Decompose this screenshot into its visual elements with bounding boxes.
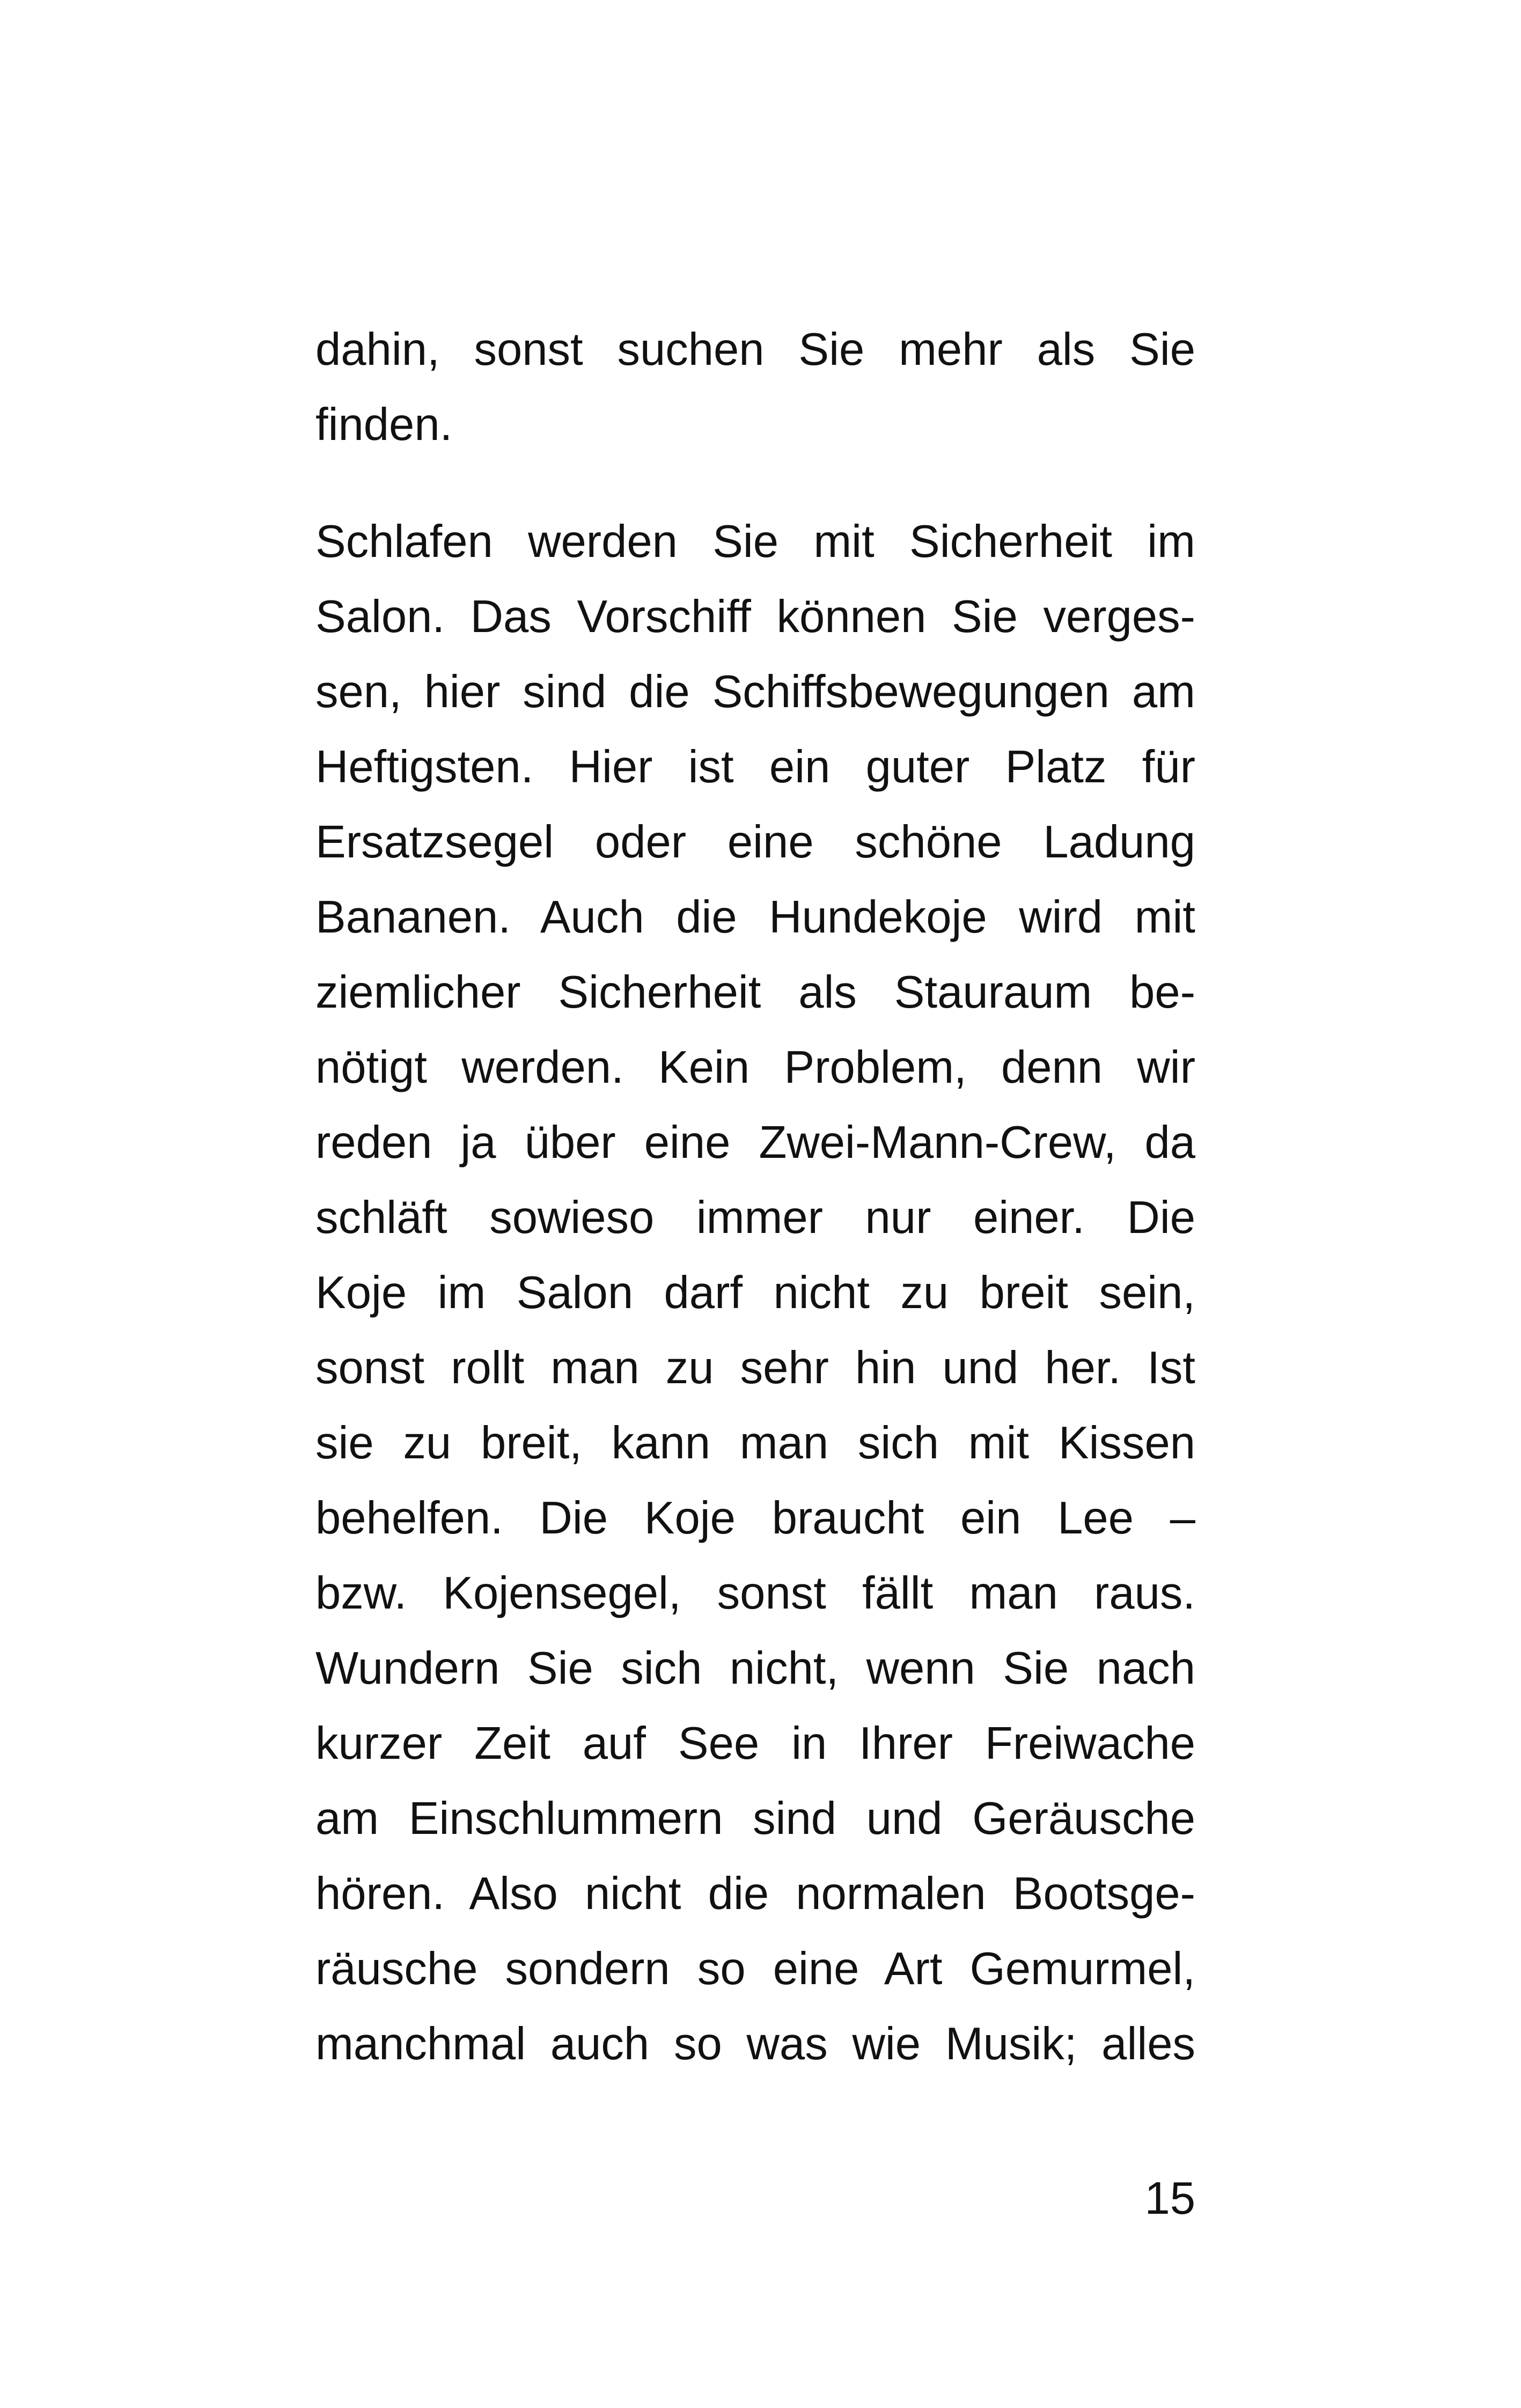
text-line: Bananen. Auch die Hundekoje wird mit bbox=[315, 892, 1195, 943]
text-line: Koje im Salon darf nicht zu breit sein, bbox=[315, 1267, 1195, 1318]
text-line: behelfen. Die Koje braucht ein Lee – bbox=[315, 1493, 1195, 1544]
paragraph-1 bbox=[315, 312, 1195, 462]
text-line: schläft sowieso immer nur einer. Die bbox=[315, 1192, 1195, 1243]
text-line: hören. Also nicht die normalen Bootsge- bbox=[315, 1868, 1195, 1919]
text-line: sonst rollt man zu sehr hin und her. Ist bbox=[315, 1342, 1195, 1393]
text-line: sen, hier sind die Schiffsbewegungen am bbox=[315, 666, 1195, 717]
text-line: bzw. Kojensegel, sonst fällt man raus. bbox=[315, 1568, 1195, 1619]
text-line: Heftigsten. Hier ist ein guter Platz für bbox=[315, 742, 1195, 792]
text-line: Wundern Sie sich nicht, wenn Sie nach bbox=[315, 1643, 1195, 1694]
text-line: reden ja über eine Zwei-Mann-Crew, da bbox=[315, 1117, 1195, 1168]
text-line: am Einschlummern sind und Geräusche bbox=[315, 1793, 1195, 1844]
text-line: ziemlicher Sicherheit als Stauraum be- bbox=[315, 967, 1195, 1018]
text-line: Schlafen werden Sie mit Sicherheit im bbox=[315, 516, 1195, 567]
text-line: kurzer Zeit auf See in Ihrer Freiwache bbox=[315, 1718, 1195, 1769]
text-line: finden. bbox=[315, 399, 453, 450]
text-line: Ersatzsegel oder eine schöne Ladung bbox=[315, 817, 1195, 868]
text-line: räusche sondern so eine Art Gemurmel, bbox=[315, 1943, 1195, 1994]
paragraph-2 bbox=[315, 504, 1195, 2082]
page-number: 15 bbox=[1144, 2173, 1195, 2224]
text-line: nötigt werden. Kein Problem, denn wir bbox=[315, 1042, 1195, 1093]
text-line: sie zu breit, kann man sich mit Kissen bbox=[315, 1418, 1195, 1469]
text-line: dahin, sonst suchen Sie mehr als Sie bbox=[315, 324, 1195, 375]
text-line: manchmal auch so was wie Musik; alles bbox=[315, 2018, 1195, 2069]
text-line: Salon. Das Vorschiff können Sie verges- bbox=[315, 591, 1195, 642]
